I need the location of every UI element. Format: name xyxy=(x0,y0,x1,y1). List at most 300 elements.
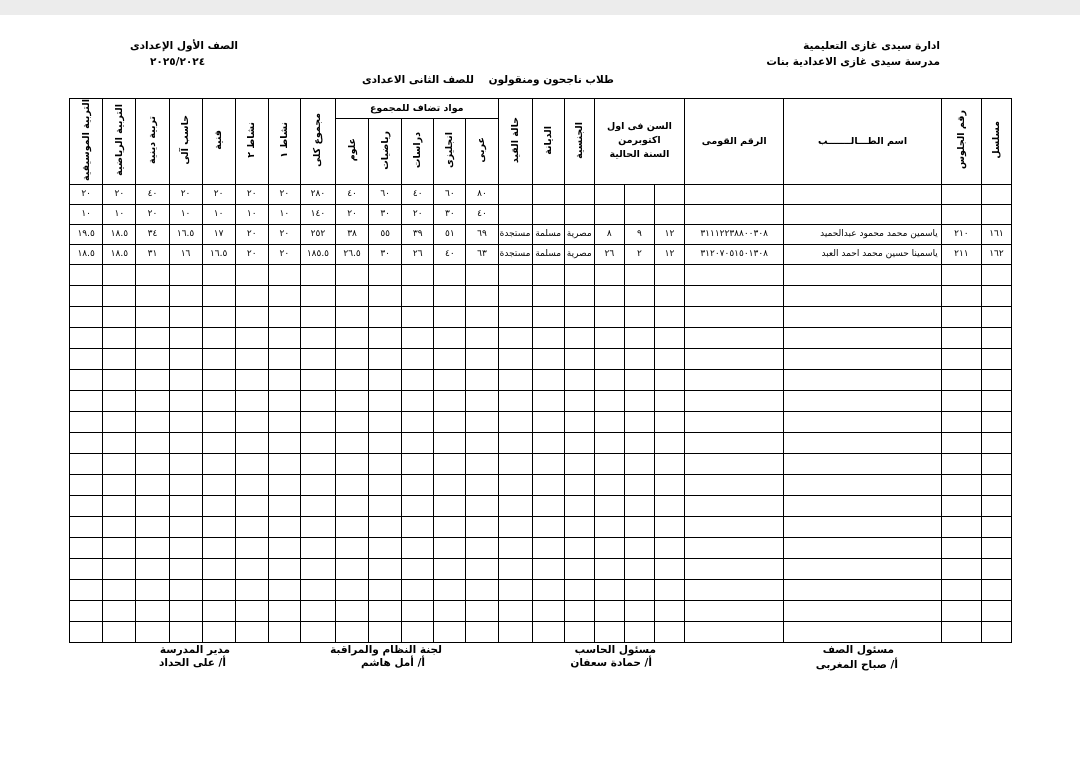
empty-cell xyxy=(235,495,268,516)
col-arabic: عربى xyxy=(466,119,498,185)
empty-cell xyxy=(654,306,684,327)
mark-cell: ١٦ xyxy=(169,244,202,264)
mark-cell: ٣٤ xyxy=(136,224,169,244)
empty-cell xyxy=(624,537,654,558)
header-row-1 xyxy=(70,99,1012,119)
empty-cell xyxy=(268,474,300,495)
empty-cell xyxy=(564,306,594,327)
seat-cell: ٢١٠ xyxy=(941,224,981,244)
empty-cell xyxy=(103,285,136,306)
empty-cell xyxy=(654,495,684,516)
empty-cell xyxy=(564,621,594,642)
empty-cell xyxy=(369,348,402,369)
empty-cell xyxy=(941,453,981,474)
empty-cell xyxy=(369,474,402,495)
empty-row xyxy=(70,306,1012,327)
min-marks-row-cell: ١٠ xyxy=(202,204,235,224)
empty-cell xyxy=(300,390,335,411)
empty-cell xyxy=(784,285,941,306)
col-english: انجليزى xyxy=(434,119,466,185)
empty-cell xyxy=(268,306,300,327)
empty-row xyxy=(70,348,1012,369)
mark-cell: ١٦.٥ xyxy=(202,244,235,264)
empty-row xyxy=(70,390,1012,411)
empty-cell xyxy=(335,306,368,327)
empty-cell xyxy=(136,474,169,495)
empty-cell xyxy=(169,327,202,348)
empty-cell xyxy=(235,264,268,285)
empty-cell xyxy=(402,453,434,474)
empty-cell xyxy=(784,184,941,204)
age-month-cell: ٢ xyxy=(624,244,654,264)
religion-cell: مسلمة xyxy=(532,224,564,244)
empty-cell xyxy=(981,453,1011,474)
empty-cell xyxy=(594,579,624,600)
empty-cell xyxy=(532,184,564,204)
empty-cell xyxy=(594,184,624,204)
empty-cell xyxy=(70,621,103,642)
empty-cell xyxy=(654,264,684,285)
empty-cell xyxy=(70,537,103,558)
empty-cell xyxy=(532,579,564,600)
empty-cell xyxy=(594,390,624,411)
min-marks-row-cell: ٢٠ xyxy=(335,204,368,224)
empty-cell xyxy=(402,369,434,390)
empty-cell xyxy=(369,327,402,348)
empty-cell xyxy=(268,390,300,411)
empty-cell xyxy=(685,516,784,537)
empty-cell xyxy=(300,600,335,621)
empty-cell xyxy=(136,600,169,621)
empty-cell xyxy=(369,306,402,327)
empty-cell xyxy=(981,348,1011,369)
table-row xyxy=(70,224,1012,244)
empty-cell xyxy=(532,516,564,537)
empty-cell xyxy=(532,327,564,348)
empty-cell xyxy=(434,600,466,621)
empty-cell xyxy=(654,432,684,453)
empty-cell xyxy=(169,474,202,495)
empty-cell xyxy=(169,579,202,600)
empty-cell xyxy=(202,411,235,432)
empty-cell xyxy=(498,579,532,600)
empty-cell xyxy=(335,558,368,579)
empty-cell xyxy=(434,327,466,348)
empty-row xyxy=(70,621,1012,642)
empty-cell xyxy=(564,285,594,306)
empty-cell xyxy=(624,306,654,327)
empty-row xyxy=(70,579,1012,600)
mark-cell: ١٧ xyxy=(202,224,235,244)
empty-cell xyxy=(434,348,466,369)
empty-cell xyxy=(498,432,532,453)
empty-cell xyxy=(369,495,402,516)
empty-cell xyxy=(498,453,532,474)
empty-cell xyxy=(335,579,368,600)
empty-cell xyxy=(136,264,169,285)
empty-cell xyxy=(624,411,654,432)
empty-cell xyxy=(784,327,941,348)
empty-cell xyxy=(624,579,654,600)
max-marks-row-cell: ٨٠ xyxy=(466,184,498,204)
mark-cell: ١٦.٥ xyxy=(169,224,202,244)
empty-cell xyxy=(466,264,498,285)
empty-cell xyxy=(654,600,684,621)
empty-cell xyxy=(564,579,594,600)
signature-name-computer: أ/ حمادة سعفان xyxy=(570,657,652,669)
empty-cell xyxy=(169,537,202,558)
empty-cell xyxy=(941,348,981,369)
empty-cell xyxy=(654,369,684,390)
empty-cell xyxy=(268,516,300,537)
empty-cell xyxy=(784,621,941,642)
empty-cell xyxy=(434,285,466,306)
empty-cell xyxy=(532,369,564,390)
empty-cell xyxy=(784,495,941,516)
empty-cell xyxy=(300,516,335,537)
empty-cell xyxy=(532,204,564,224)
empty-cell xyxy=(498,600,532,621)
empty-cell xyxy=(169,453,202,474)
empty-cell xyxy=(268,558,300,579)
empty-cell xyxy=(685,327,784,348)
mark-cell: ٢٠ xyxy=(268,244,300,264)
empty-cell xyxy=(981,579,1011,600)
empty-cell xyxy=(136,537,169,558)
mark-cell: ١٨٥.٥ xyxy=(300,244,335,264)
mark-cell: ٤٠ xyxy=(434,244,466,264)
empty-cell xyxy=(685,558,784,579)
serial-cell: ١٦١ xyxy=(981,224,1011,244)
empty-cell xyxy=(532,390,564,411)
empty-cell xyxy=(402,558,434,579)
empty-cell xyxy=(335,516,368,537)
empty-cell xyxy=(202,306,235,327)
empty-cell xyxy=(169,600,202,621)
empty-cell xyxy=(685,579,784,600)
empty-cell xyxy=(369,285,402,306)
empty-cell xyxy=(235,369,268,390)
mark-cell: ٢٦ xyxy=(402,244,434,264)
empty-cell xyxy=(136,495,169,516)
empty-cell xyxy=(136,558,169,579)
empty-cell xyxy=(564,516,594,537)
empty-cell xyxy=(103,390,136,411)
empty-cell xyxy=(434,411,466,432)
max-marks-row-cell: ٢٨٠ xyxy=(300,184,335,204)
empty-cell xyxy=(532,432,564,453)
empty-cell xyxy=(300,369,335,390)
empty-cell xyxy=(235,558,268,579)
empty-cell xyxy=(402,579,434,600)
empty-cell xyxy=(654,516,684,537)
empty-cell xyxy=(532,306,564,327)
empty-cell xyxy=(103,348,136,369)
empty-cell xyxy=(434,516,466,537)
empty-cell xyxy=(235,306,268,327)
empty-cell xyxy=(981,474,1011,495)
mark-cell: ٦٣ xyxy=(466,244,498,264)
age-month-cell: ٩ xyxy=(624,224,654,244)
empty-cell xyxy=(335,621,368,642)
empty-cell xyxy=(685,432,784,453)
age-day-cell: ٨ xyxy=(594,224,624,244)
empty-cell xyxy=(434,537,466,558)
empty-cell xyxy=(564,600,594,621)
empty-cell xyxy=(624,621,654,642)
empty-cell xyxy=(202,432,235,453)
nationality-cell: مصرية xyxy=(564,244,594,264)
empty-cell xyxy=(532,411,564,432)
min-marks-row-cell: ١٠ xyxy=(169,204,202,224)
empty-cell xyxy=(434,390,466,411)
mark-cell: ٥٥ xyxy=(369,224,402,244)
empty-cell xyxy=(402,285,434,306)
min-marks-row-cell: ٢٠ xyxy=(136,204,169,224)
empty-cell xyxy=(685,184,784,204)
col-social: دراسات xyxy=(402,119,434,185)
empty-cell xyxy=(235,453,268,474)
empty-cell xyxy=(498,348,532,369)
empty-cell xyxy=(624,264,654,285)
status-cell: مستجدة xyxy=(498,244,532,264)
signature-name-class: أ/ صباح المغربى xyxy=(815,659,898,671)
empty-cell xyxy=(784,306,941,327)
empty-cell xyxy=(685,369,784,390)
empty-cell xyxy=(594,285,624,306)
empty-cell xyxy=(498,285,532,306)
empty-cell xyxy=(268,579,300,600)
empty-cell xyxy=(103,537,136,558)
empty-cell xyxy=(564,495,594,516)
empty-cell xyxy=(654,453,684,474)
empty-cell xyxy=(784,600,941,621)
name-cell: ياسمينا حسين محمد احمد العبد xyxy=(784,244,941,264)
empty-cell xyxy=(70,579,103,600)
grade-label: الصف الأول الإعدادى xyxy=(130,40,239,52)
empty-cell xyxy=(784,474,941,495)
empty-cell xyxy=(466,474,498,495)
empty-cell xyxy=(235,432,268,453)
empty-cell xyxy=(235,474,268,495)
empty-cell xyxy=(981,537,1011,558)
empty-cell xyxy=(624,390,654,411)
empty-cell xyxy=(685,537,784,558)
empty-cell xyxy=(335,411,368,432)
empty-cell xyxy=(103,558,136,579)
empty-cell xyxy=(654,285,684,306)
empty-cell xyxy=(335,600,368,621)
empty-cell xyxy=(202,285,235,306)
empty-cell xyxy=(369,579,402,600)
empty-cell xyxy=(268,285,300,306)
status-cell: مستجدة xyxy=(498,224,532,244)
empty-cell xyxy=(235,285,268,306)
empty-cell xyxy=(402,537,434,558)
empty-cell xyxy=(300,579,335,600)
empty-cell xyxy=(202,348,235,369)
empty-cell xyxy=(532,558,564,579)
empty-cell xyxy=(981,621,1011,642)
empty-cell xyxy=(685,264,784,285)
empty-cell xyxy=(594,474,624,495)
empty-cell xyxy=(202,390,235,411)
empty-cell xyxy=(784,369,941,390)
empty-cell xyxy=(70,474,103,495)
max-marks-row-cell: ٦٠ xyxy=(369,184,402,204)
empty-cell xyxy=(169,621,202,642)
empty-row xyxy=(70,558,1012,579)
empty-cell xyxy=(981,411,1011,432)
empty-cell xyxy=(941,285,981,306)
empty-cell xyxy=(941,537,981,558)
empty-cell xyxy=(624,285,654,306)
empty-cell xyxy=(70,411,103,432)
max-marks-row xyxy=(70,184,1012,204)
col-sports: التربية الرياضية xyxy=(103,99,136,185)
seat-cell: ٢١١ xyxy=(941,244,981,264)
empty-cell xyxy=(369,516,402,537)
empty-cell xyxy=(136,621,169,642)
empty-cell xyxy=(268,537,300,558)
empty-cell xyxy=(202,600,235,621)
col-activity1: نشاط ١ xyxy=(268,99,300,185)
empty-cell xyxy=(594,495,624,516)
empty-cell xyxy=(498,327,532,348)
empty-cell xyxy=(268,411,300,432)
mark-cell: ١٨.٥ xyxy=(103,244,136,264)
empty-cell xyxy=(335,474,368,495)
empty-cell xyxy=(466,579,498,600)
empty-cell xyxy=(202,516,235,537)
min-marks-row-cell: ١٠ xyxy=(268,204,300,224)
empty-row xyxy=(70,516,1012,537)
empty-cell xyxy=(466,558,498,579)
empty-cell xyxy=(624,474,654,495)
top-gray-bar xyxy=(0,0,1080,15)
empty-cell xyxy=(624,327,654,348)
empty-cell xyxy=(624,369,654,390)
empty-row xyxy=(70,495,1012,516)
empty-cell xyxy=(136,306,169,327)
empty-cell xyxy=(941,184,981,204)
empty-cell xyxy=(654,184,684,204)
empty-cell xyxy=(624,495,654,516)
page-title: طلاب ناجحون ومنقولون للصف الثانى الاعدادى xyxy=(362,74,614,86)
empty-cell xyxy=(784,453,941,474)
empty-cell xyxy=(564,184,594,204)
empty-row xyxy=(70,474,1012,495)
empty-cell xyxy=(624,558,654,579)
empty-row xyxy=(70,369,1012,390)
empty-cell xyxy=(564,390,594,411)
empty-cell xyxy=(103,474,136,495)
empty-cell xyxy=(532,264,564,285)
empty-cell xyxy=(532,600,564,621)
empty-cell xyxy=(202,369,235,390)
empty-cell xyxy=(300,432,335,453)
empty-cell xyxy=(564,327,594,348)
empty-cell xyxy=(70,348,103,369)
empty-cell xyxy=(300,453,335,474)
empty-cell xyxy=(532,453,564,474)
empty-cell xyxy=(136,411,169,432)
empty-cell xyxy=(434,306,466,327)
empty-cell xyxy=(594,621,624,642)
empty-cell xyxy=(70,600,103,621)
empty-cell xyxy=(235,390,268,411)
empty-cell xyxy=(941,474,981,495)
empty-cell xyxy=(300,474,335,495)
empty-cell xyxy=(981,369,1011,390)
empty-cell xyxy=(402,516,434,537)
national-id-cell: ٣١٢٠٧٠٥١٥٠١٣٠٨ xyxy=(685,244,784,264)
empty-cell xyxy=(624,184,654,204)
col-religious: تربية دينية xyxy=(136,99,169,185)
col-music: التربية الموسيقية xyxy=(70,99,103,185)
academic-year: ٢٠٢٥/٢٠٢٤ xyxy=(150,56,206,68)
empty-cell xyxy=(268,600,300,621)
max-marks-row-cell: ٤٠ xyxy=(335,184,368,204)
empty-cell xyxy=(300,537,335,558)
empty-cell xyxy=(335,369,368,390)
empty-cell xyxy=(369,453,402,474)
max-marks-row-cell: ٢٠ xyxy=(268,184,300,204)
empty-cell xyxy=(624,432,654,453)
empty-cell xyxy=(466,495,498,516)
empty-cell xyxy=(466,369,498,390)
empty-cell xyxy=(941,432,981,453)
max-marks-row-cell: ٢٠ xyxy=(103,184,136,204)
col-math: رياضيات xyxy=(369,119,402,185)
empty-cell xyxy=(498,184,532,204)
empty-cell xyxy=(784,411,941,432)
name-cell: ياسمين محمد محمود عبدالحميد xyxy=(784,224,941,244)
age-year-cell: ١٢ xyxy=(654,244,684,264)
empty-cell xyxy=(169,495,202,516)
mark-cell: ٦٩ xyxy=(466,224,498,244)
religion-cell: مسلمة xyxy=(532,244,564,264)
empty-cell xyxy=(434,495,466,516)
empty-cell xyxy=(235,537,268,558)
empty-cell xyxy=(941,390,981,411)
empty-cell xyxy=(941,600,981,621)
empty-cell xyxy=(981,327,1011,348)
empty-cell xyxy=(268,495,300,516)
signature-role-computer: مسئول الحاسب xyxy=(574,644,656,656)
empty-cell xyxy=(335,264,368,285)
empty-cell xyxy=(654,411,684,432)
empty-cell xyxy=(103,306,136,327)
empty-cell xyxy=(941,558,981,579)
empty-cell xyxy=(594,432,624,453)
empty-cell xyxy=(169,516,202,537)
signature-name-principal: أ/ على الحداد xyxy=(159,657,226,669)
empty-cell xyxy=(981,558,1011,579)
mark-cell: ٥١ xyxy=(434,224,466,244)
empty-cell xyxy=(169,285,202,306)
empty-cell xyxy=(564,348,594,369)
empty-row xyxy=(70,285,1012,306)
empty-cell xyxy=(169,432,202,453)
empty-cell xyxy=(941,264,981,285)
empty-cell xyxy=(402,621,434,642)
empty-cell xyxy=(103,264,136,285)
empty-cell xyxy=(202,327,235,348)
empty-cell xyxy=(654,348,684,369)
empty-cell xyxy=(268,327,300,348)
empty-cell xyxy=(981,600,1011,621)
